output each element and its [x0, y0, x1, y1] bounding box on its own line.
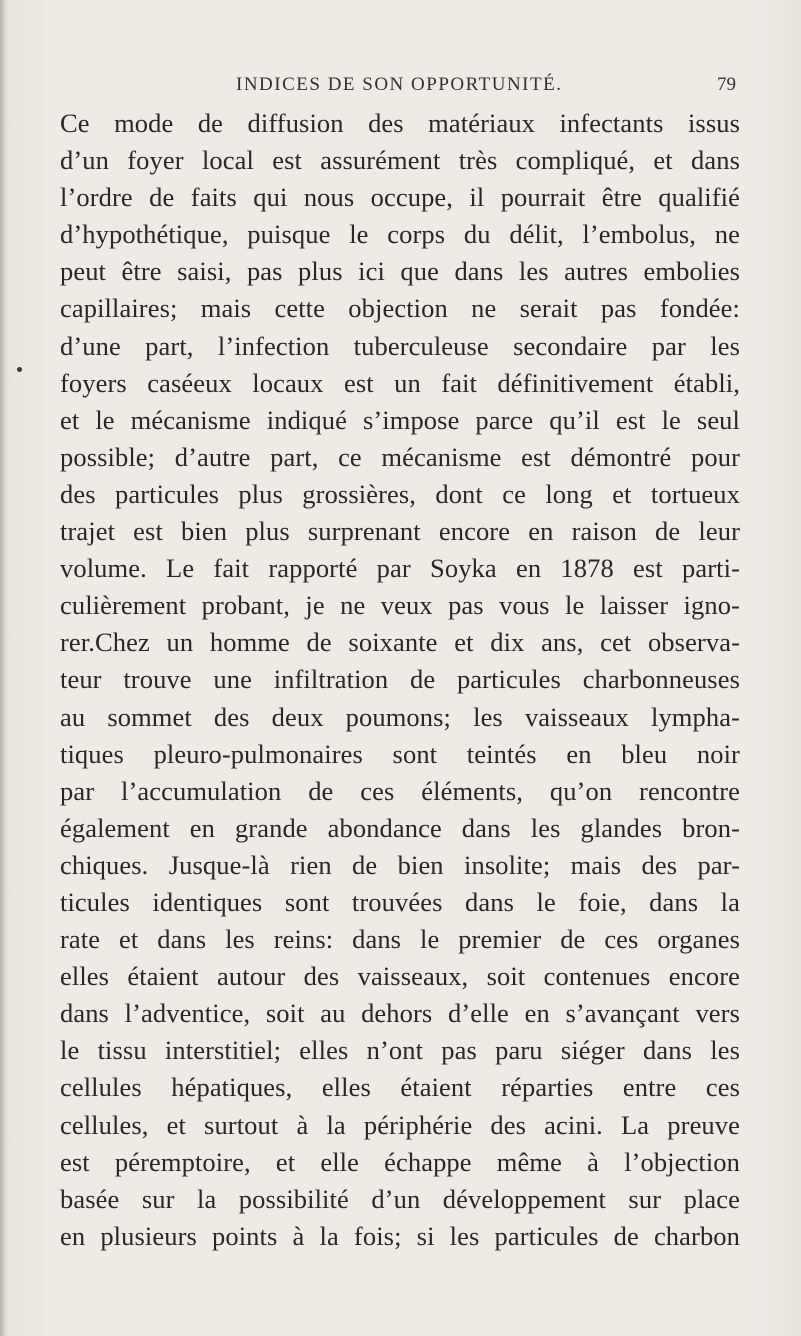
text-line: rate et dans les reins: dans le premier de ces organes — [60, 924, 740, 955]
text-line: d’hypothétique, puisque le corps du délit, l’embolus, ne — [60, 219, 740, 250]
text-line: cellules hépatiques, elles étaient réparties entre ces — [60, 1072, 740, 1103]
text-line: également en grande abondance dans les glandes bron- — [60, 812, 740, 843]
running-head — [236, 74, 736, 98]
text-line: chiques. Jusque-là rien de bien insolite; mais des par- — [60, 849, 740, 880]
page-gutter-shadow — [0, 0, 6, 1336]
text-line: elles étaient autour des vaisseaux, soit contenues encore — [60, 961, 740, 992]
text-line: au sommet des deux poumons; les vaisseaux lympha- — [60, 701, 740, 732]
text-line: en plusieurs points à la fois; si les particules de charbon — [60, 1220, 740, 1251]
body-text — [60, 105, 740, 1255]
text-line: ticules identiques sont trouvées dans le foie, dans la — [60, 886, 740, 917]
text-line: foyers caséeux locaux est un fait définitivement établi, — [60, 367, 740, 398]
text-line: par l’accumulation de ces éléments, qu’on rencontre — [60, 775, 740, 806]
text-line: cellules, et surtout à la périphérie des acini. La preuve — [60, 1109, 740, 1140]
text-line: et le mécanisme indiqué s’impose parce qu’il est le seul — [60, 404, 740, 435]
text-line: trajet est bien plus surprenant encore en raison de leur — [60, 516, 740, 547]
text-line: d’un foyer local est assurément très compliqué, et dans — [60, 145, 740, 176]
text-line: capillaires; mais cette objection ne serait pas fondée: — [60, 293, 740, 324]
text-line: est péremptoire, et elle échappe même à l’objection — [60, 1146, 740, 1177]
text-line: basée sur la possibilité d’un développement sur place — [60, 1183, 740, 1214]
running-head-title: INDICES DE SON OPPORTUNITÉ. — [236, 74, 563, 95]
text-line: culièrement probant, je ne veux pas vous le laisser igno- — [60, 590, 740, 621]
text-line: volume. Le fait rapporté par Soyka en 1878 est parti- — [60, 553, 740, 584]
margin-dot-mark — [17, 367, 22, 372]
text-line: teur trouve une infiltration de particules charbonneuses — [60, 664, 740, 695]
page-number: 79 — [717, 74, 736, 95]
text-line: des particules plus grossières, dont ce long et tortueux — [60, 478, 740, 509]
text-line: le tissu interstitiel; elles n’ont pas paru siéger dans les — [60, 1035, 740, 1066]
text-line: peut être saisi, pas plus ici que dans les autres embolies — [60, 256, 740, 287]
text-line: Ce mode de diffusion des matériaux infectants issus — [60, 108, 740, 138]
text-line: possible; d’autre part, ce mécanisme est démontré pour — [60, 441, 740, 472]
text-line: dans l’adventice, soit au dehors d’elle en s’avançant vers — [60, 998, 740, 1029]
text-line: l’ordre de faits qui nous occupe, il pourrait être qualifié — [60, 182, 740, 213]
text-line: d’une part, l’infection tuberculeuse secondaire par les — [60, 330, 740, 361]
text-line: tiques pleuro-pulmonaires sont teintés en bleu noir — [60, 738, 740, 769]
text-line: rer.Chez un homme de soixante et dix ans, cet observa- — [60, 627, 740, 658]
